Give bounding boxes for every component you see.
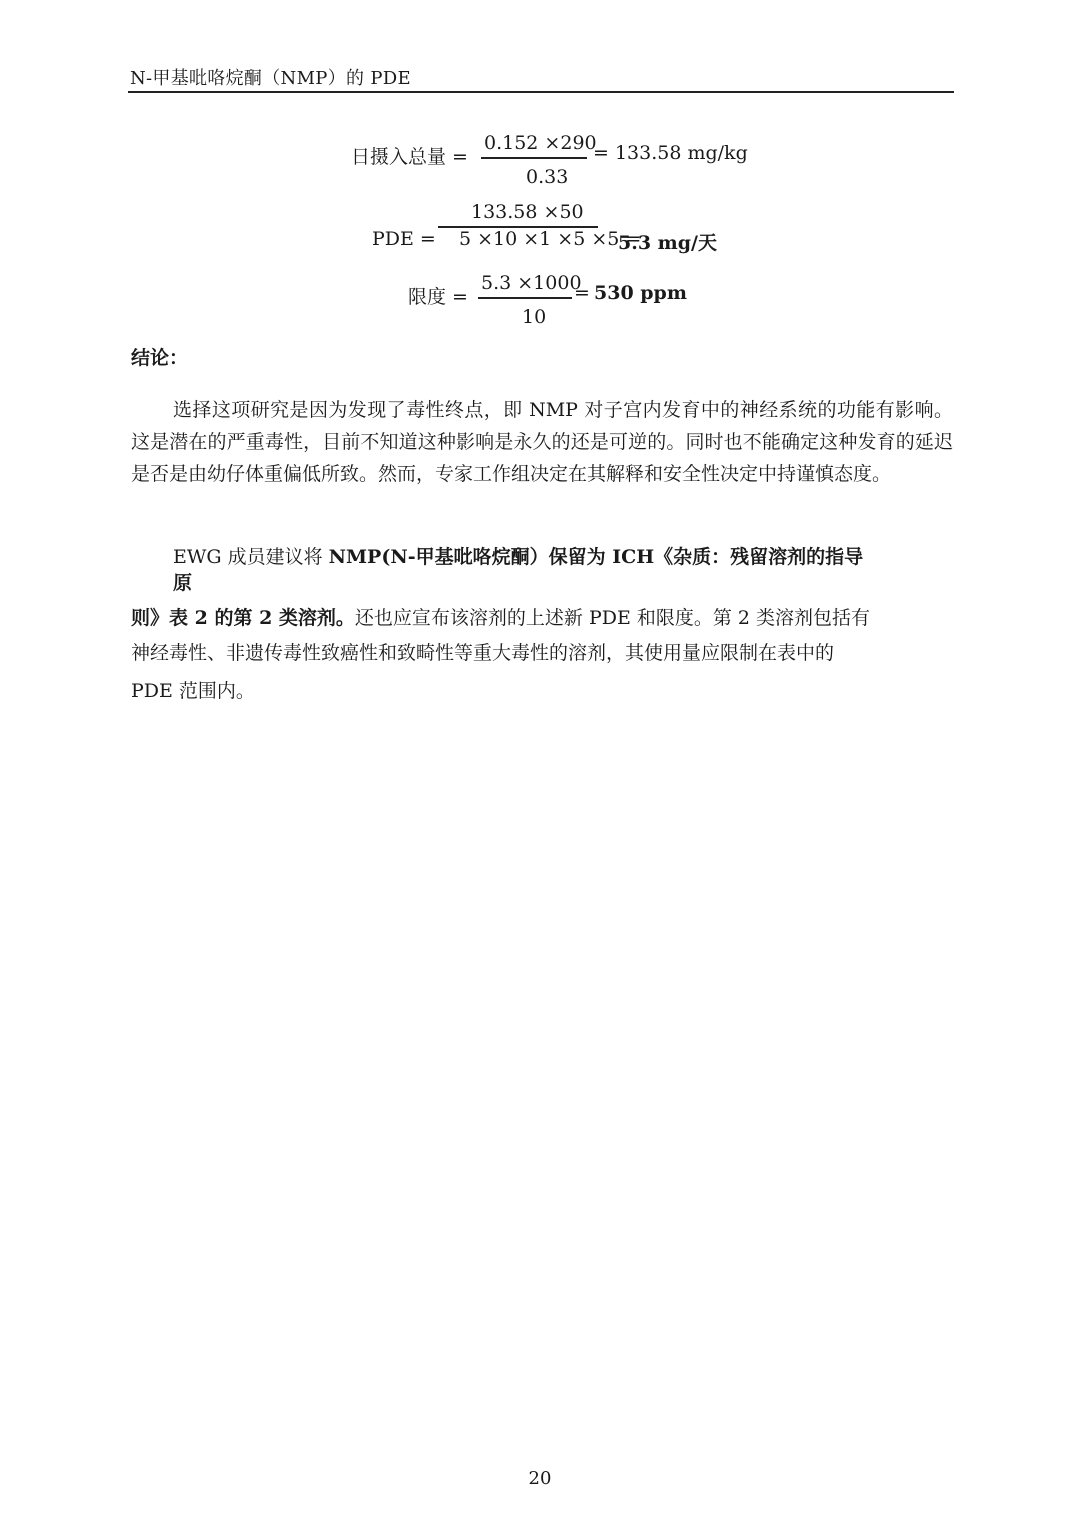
limit-fraction-bar bbox=[478, 297, 572, 299]
daily-intake-result: = 133.58 mg/kg bbox=[593, 142, 748, 164]
recommendation-line-5: PDE 范围内。 bbox=[131, 680, 255, 702]
running-header: N-甲基吡咯烷酮（NMP）的 PDE bbox=[130, 68, 411, 89]
recommendation-line-3 bbox=[131, 603, 870, 630]
recommendation-emphasis: NMP(N-甲基吡咯烷酮）保留为 ICH《杂质：残留溶剂的指导 bbox=[328, 546, 864, 568]
limit-numerator: 5.3 ×1000 bbox=[481, 272, 582, 294]
header-rule bbox=[128, 91, 954, 93]
recommendation-text: EWG 成员建议将 bbox=[173, 546, 329, 568]
limit-result-equals: = bbox=[574, 282, 590, 304]
limit-label: 限度 = bbox=[408, 286, 468, 308]
daily-intake-fraction-bar bbox=[481, 157, 587, 159]
recommendation-emphasis-2: 则》表 2 的第 2 类溶剂。 bbox=[131, 607, 355, 629]
recommendation-line-2: 原 bbox=[173, 572, 193, 594]
pde-numerator: 133.58 ×50 bbox=[471, 201, 584, 223]
recommendation-line-1 bbox=[173, 542, 863, 569]
recommendation-line-4: 神经毒性、非遗传毒性致癌性和致畸性等重大毒性的溶剂，其使用量应限制在表中的 bbox=[131, 642, 835, 664]
limit-denominator: 10 bbox=[522, 306, 547, 328]
pde-result: 5.3 mg/天 bbox=[618, 232, 717, 254]
limit-result: 530 ppm bbox=[594, 282, 687, 304]
page-number: 20 bbox=[528, 1468, 552, 1489]
conclusion-paragraph: 选择这项研究是因为发现了毒性终点，即 NMP 对子宫内发育中的神经系统的功能有影响。这是潜在的严重毒性，目前不知道这种影响是永久的还是可逆的。同时也不能确定这种发育的延迟是否是由幼仔体重偏低所致。然而，专家工作组决定在其解释和安全性决定中持谨慎态度。 bbox=[131, 399, 953, 485]
pde-denominator: 5 ×10 ×1 ×5 ×5 = bbox=[459, 228, 642, 250]
daily-intake-label: 日摄入总量 = bbox=[351, 146, 468, 168]
recommendation-text-2: 还也应宣布该溶剂的上述新 PDE 和限度。第 2 类溶剂包括有 bbox=[354, 607, 871, 629]
pde-label: PDE = bbox=[372, 228, 436, 250]
conclusion-heading: 结论： bbox=[131, 347, 189, 369]
daily-intake-denominator: 0.33 bbox=[526, 166, 569, 188]
daily-intake-numerator: 0.152 ×290 bbox=[484, 132, 597, 154]
